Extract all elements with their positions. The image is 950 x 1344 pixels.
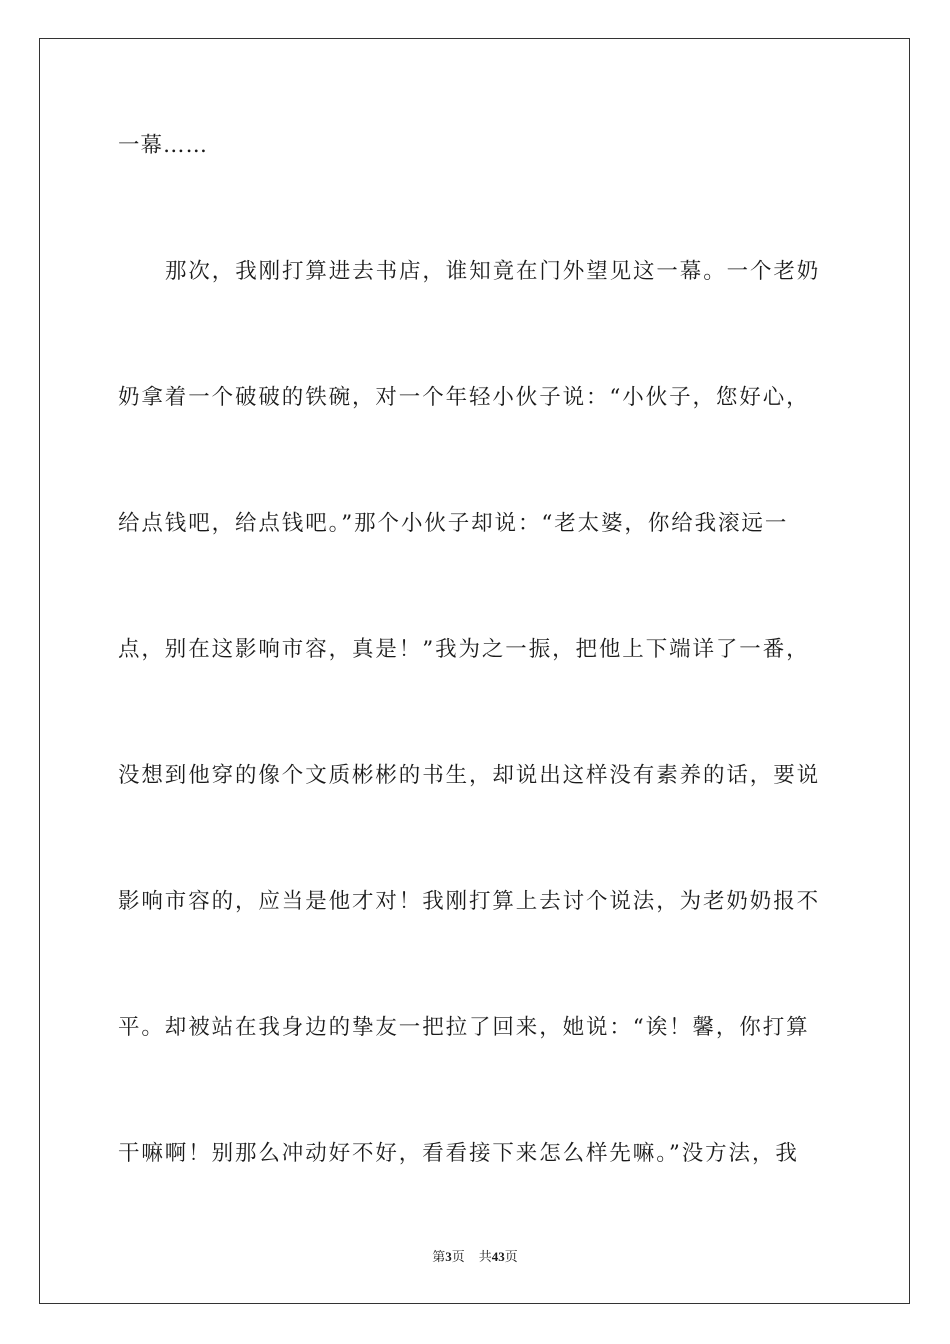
text-line-8: 平。却被站在我身边的挚友一把拉了回来，她说：“诶！馨，你打算 — [118, 1015, 810, 1040]
text-line-5: 点，别在这影响市容，真是！”我为之一振，把他上下端详了一番， — [118, 637, 810, 662]
page-prefix: 第 — [432, 1250, 446, 1265]
total-prefix: 共 — [478, 1250, 492, 1265]
page-footer — [0, 1249, 950, 1266]
text-line-6: 没想到他穿的像个文质彬彬的书生，却说出这样没有素养的话，要说 — [118, 763, 821, 788]
total-pages: 43 — [491, 1249, 505, 1264]
text-line-1: 一幕…… — [118, 133, 209, 158]
text-line-3: 奶拿着一个破破的铁碗，对一个年轻小伙子说：“小伙子，您好心， — [118, 385, 810, 410]
text-line-7: 影响市容的，应当是他才对！我刚打算上去讨个说法，为老奶奶报不 — [118, 889, 821, 914]
page-suffix: 页 — [451, 1250, 465, 1265]
page-number: 3 — [445, 1249, 452, 1264]
text-line-2: 那次，我刚打算进去书店，谁知竟在门外望见这一幕。一个老奶 — [165, 259, 821, 284]
body-text — [118, 128, 838, 1262]
text-line-9: 干嘛啊！别那么冲动好不好，看看接下来怎么样先嘛。”没方法，我 — [118, 1141, 799, 1166]
total-suffix: 页 — [504, 1250, 518, 1265]
text-line-4: 给点钱吧，给点钱吧。”那个小伙子却说：“老太婆，你给我滚远一 — [118, 511, 789, 536]
